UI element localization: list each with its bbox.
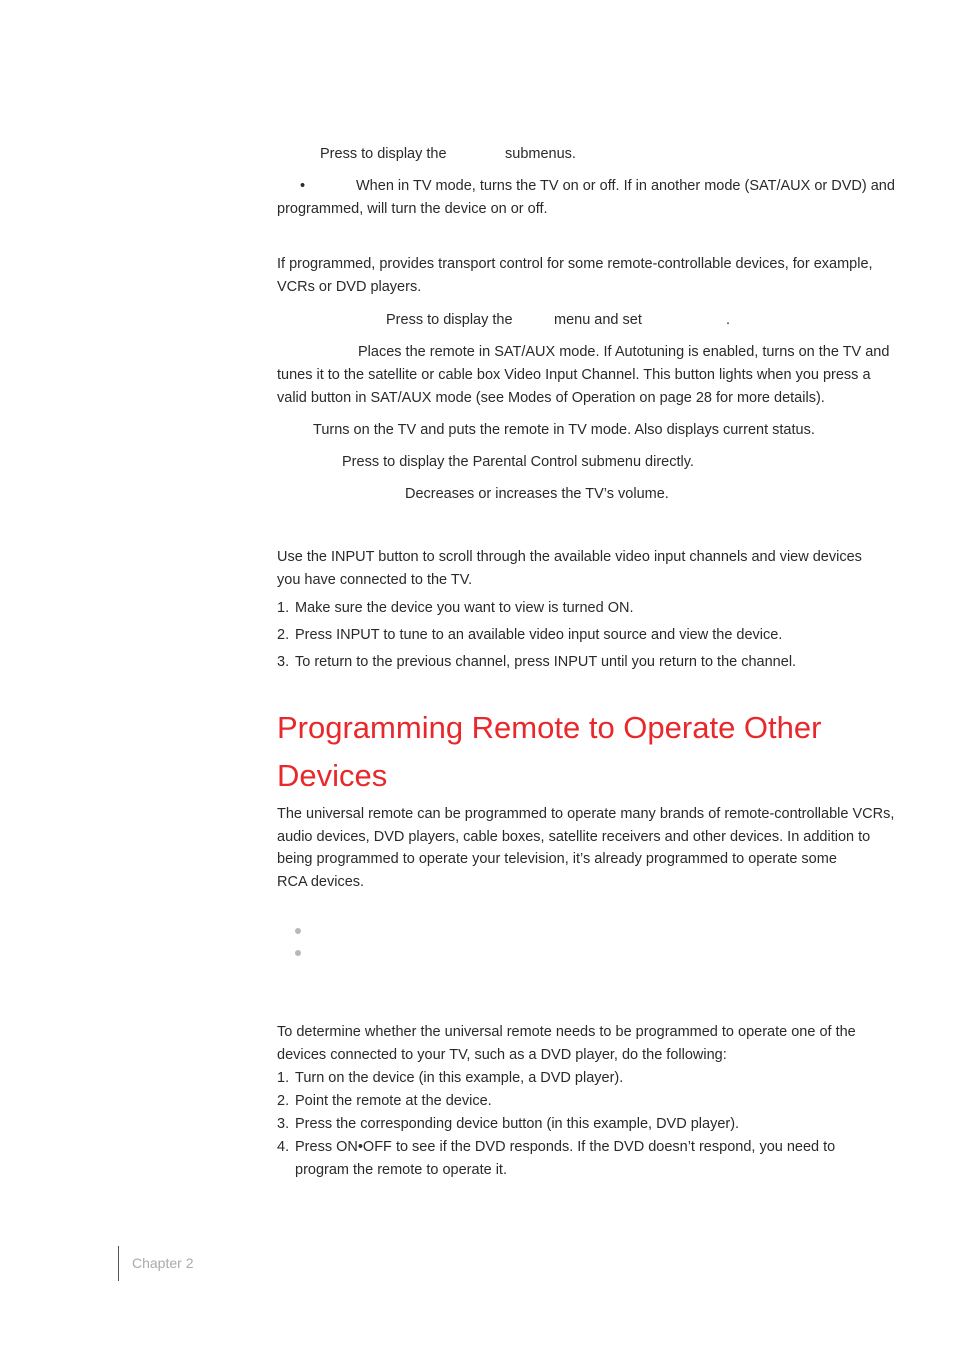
- parental-desc: Press to display the Parental Control submenu directly.: [342, 454, 694, 470]
- step-number: 4.: [277, 1139, 290, 1155]
- power-desc-line1: When in TV mode, turns the TV on or off. If in another mode (SAT/AUX or DVD) and: [356, 178, 895, 194]
- bullet-dot: [295, 950, 301, 956]
- programming-step: [277, 1090, 889, 1113]
- step-text: Make sure the device you want to view is turned ON.: [295, 600, 634, 616]
- programming-step: [277, 1113, 889, 1136]
- power-desc-line2: programmed, will turn the device on or off.: [277, 201, 548, 217]
- input-step: [277, 624, 889, 647]
- input-step: [277, 597, 889, 620]
- determine-intro: To determine whether the universal remote needs to be programmed to operate one of the devices connected to your TV, such as a DVD player, do the following:: [277, 1024, 856, 1063]
- volume-desc: Decreases or increases the TV’s volume.: [405, 486, 669, 502]
- programming-intro-line4: RCA devices.: [277, 874, 365, 890]
- setup-desc-part-b: menu and set: [554, 312, 642, 328]
- step-number: 2.: [277, 1093, 290, 1109]
- input-step: [277, 651, 889, 674]
- footer-divider: [118, 1246, 119, 1281]
- step-number: 3.: [277, 1116, 290, 1132]
- step-text: Turn on the device (in this example, a DVD player).: [295, 1070, 624, 1086]
- sat-desc-line1: Places the remote in SAT/AUX mode. If Autotuning is enabled, turns on the TV and: [358, 344, 890, 360]
- setup-desc-part-c: .: [726, 312, 731, 328]
- programming-intro-line3: being programmed to operate your television, it’s already programmed to operate some: [277, 851, 837, 867]
- chapter-label: Chapter 2: [132, 1255, 194, 1271]
- programming-step: [277, 1067, 889, 1090]
- step-text: Press INPUT to tune to an available video input source and view the device.: [295, 627, 783, 643]
- step-number: 2.: [277, 627, 290, 643]
- menu-desc-part-b: submenus.: [505, 146, 576, 162]
- input-intro: Use the INPUT button to scroll through the available video input channels and view devices you have connected to the TV.: [277, 549, 862, 588]
- bullet-dot: [295, 928, 301, 934]
- setup-desc-part-a: Press to display the: [386, 312, 513, 328]
- menu-desc-part-a: Press to display the: [320, 146, 447, 162]
- step-text: Press the corresponding device button (in this example, DVD player).: [295, 1116, 740, 1132]
- step-text: Press ON•OFF to see if the DVD responds. If the DVD doesn’t respond, you need to program the remote to operate it.: [295, 1139, 836, 1178]
- tv-desc: Turns on the TV and puts the remote in TV mode. Also displays current status.: [313, 422, 815, 438]
- sat-desc-rest: tunes it to the satellite or cable box Video Input Channel. This button lights when you press a valid button in SAT/AUX mode (see Modes of Operation on page 28 for more details).: [277, 367, 871, 406]
- step-number: 3.: [277, 654, 290, 670]
- programming-intro-line1: The universal remote can be programmed to operate many brands of remote-controllable VCRs,: [277, 806, 895, 822]
- step-number: 1.: [277, 1070, 290, 1086]
- programming-intro-line2: audio devices, DVD players, cable boxes, satellite receivers and other devices. In addition to: [277, 829, 871, 845]
- step-text: Point the remote at the device.: [295, 1093, 492, 1109]
- step-number: 1.: [277, 600, 290, 616]
- power-bullet: •: [300, 178, 306, 194]
- section-heading: Programming Remote to Operate Other Devices: [277, 710, 822, 793]
- programming-step: [277, 1136, 889, 1182]
- step-text: To return to the previous channel, press INPUT until you return to the channel.: [295, 654, 797, 670]
- transport-desc: If programmed, provides transport control for some remote-controllable devices, for example, VCRs or DVD players.: [277, 256, 873, 295]
